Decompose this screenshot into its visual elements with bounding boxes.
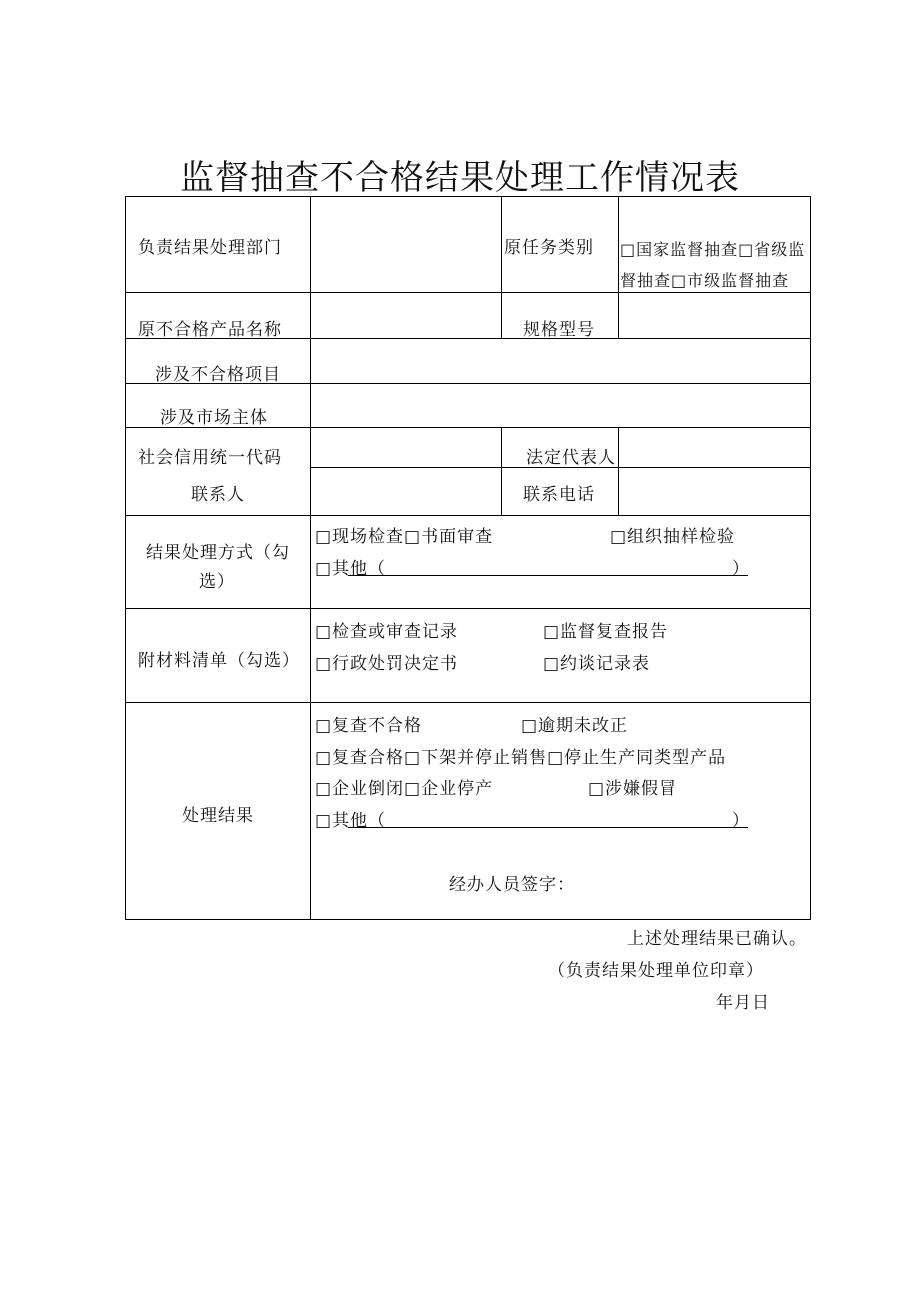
result-option-closed[interactable]: □企业倒闭□企业停产 xyxy=(315,779,494,799)
task-type-options-line2[interactable]: 督抽查□市级监督抽查 xyxy=(620,271,790,290)
signature-field[interactable] xyxy=(586,867,786,893)
stamp-text: （负责结果处理单位印章） xyxy=(548,961,764,981)
result-option-fail[interactable]: □复查不合格 xyxy=(315,716,423,736)
method-option-sampling[interactable]: □组织抽样检验 xyxy=(610,527,736,547)
result-other-underline xyxy=(348,827,748,828)
method-other-input[interactable] xyxy=(382,552,728,574)
column-divider xyxy=(618,427,619,515)
method-other-underline xyxy=(348,575,748,576)
method-label-line1: 结果处理方式（勾 xyxy=(146,543,290,563)
row-divider xyxy=(126,292,810,293)
row-divider xyxy=(126,515,810,516)
result-form-table xyxy=(125,196,811,920)
market-subject-label: 涉及市场主体 xyxy=(160,408,268,428)
method-label-line2: 选） xyxy=(199,572,235,592)
result-label: 处理结果 xyxy=(182,806,254,826)
result-option-counterfeit[interactable]: □涉嫌假冒 xyxy=(588,779,678,799)
column-divider xyxy=(310,197,311,919)
attachments-label: 附材料清单（勾选） xyxy=(138,651,300,671)
legal-rep-label: 法定代表人 xyxy=(526,448,616,468)
result-option-other[interactable]: □其他（ xyxy=(315,811,387,831)
signature-label: 经办人员签字： xyxy=(449,875,575,895)
attach-option-report[interactable]: □监督复查报告 xyxy=(543,622,669,642)
page-title: 监督抽查不合格结果处理工作情况表 xyxy=(180,158,740,198)
contact-label: 联系人 xyxy=(191,485,245,505)
confirm-text: 上述处理结果已确认。 xyxy=(627,929,807,949)
result-option-pass-stop[interactable]: □复查合格□下架并停止销售□停止生产同类型产品 xyxy=(315,748,727,768)
method-other-close: ） xyxy=(732,559,750,579)
column-divider xyxy=(501,427,502,515)
model-value-cell[interactable] xyxy=(620,294,808,336)
column-divider xyxy=(618,197,619,338)
dept-label: 负责结果处理部门 xyxy=(138,238,282,258)
method-option-inspection[interactable]: □现场检查□书面审查 xyxy=(315,527,494,547)
date-text: 年月日 xyxy=(716,993,770,1013)
credit-code-label: 社会信用统一代码 xyxy=(138,448,282,468)
method-option-other[interactable]: □其他（ xyxy=(315,559,387,579)
market-subject-value-cell[interactable] xyxy=(312,385,808,425)
result-other-close: ） xyxy=(732,811,750,831)
credit-code-value-cell[interactable] xyxy=(312,429,499,465)
legal-rep-value-cell[interactable] xyxy=(620,429,808,465)
task-type-label: 原任务类别 xyxy=(504,238,594,258)
attach-option-record[interactable]: □检查或审查记录 xyxy=(315,622,459,642)
phone-label: 联系电话 xyxy=(523,485,595,505)
column-divider xyxy=(501,197,502,338)
result-other-input[interactable] xyxy=(382,804,728,826)
product-name-label: 原不合格产品名称 xyxy=(138,320,282,340)
model-label: 规格型号 xyxy=(523,320,595,340)
task-type-options-line1[interactable]: □国家监督抽查□省级监 xyxy=(620,240,806,259)
row-divider xyxy=(126,608,810,609)
dept-value-cell[interactable] xyxy=(312,199,499,290)
phone-value-cell[interactable] xyxy=(620,469,808,513)
product-name-value-cell[interactable] xyxy=(312,294,499,336)
attach-option-interview[interactable]: □约谈记录表 xyxy=(543,654,651,674)
items-label: 涉及不合格项目 xyxy=(155,365,281,385)
result-option-overdue[interactable]: □逾期未改正 xyxy=(521,716,629,736)
row-divider xyxy=(126,702,810,703)
contact-value-cell[interactable] xyxy=(312,469,499,513)
attach-option-penalty[interactable]: □行政处罚决定书 xyxy=(315,654,459,674)
items-value-cell[interactable] xyxy=(312,340,808,381)
